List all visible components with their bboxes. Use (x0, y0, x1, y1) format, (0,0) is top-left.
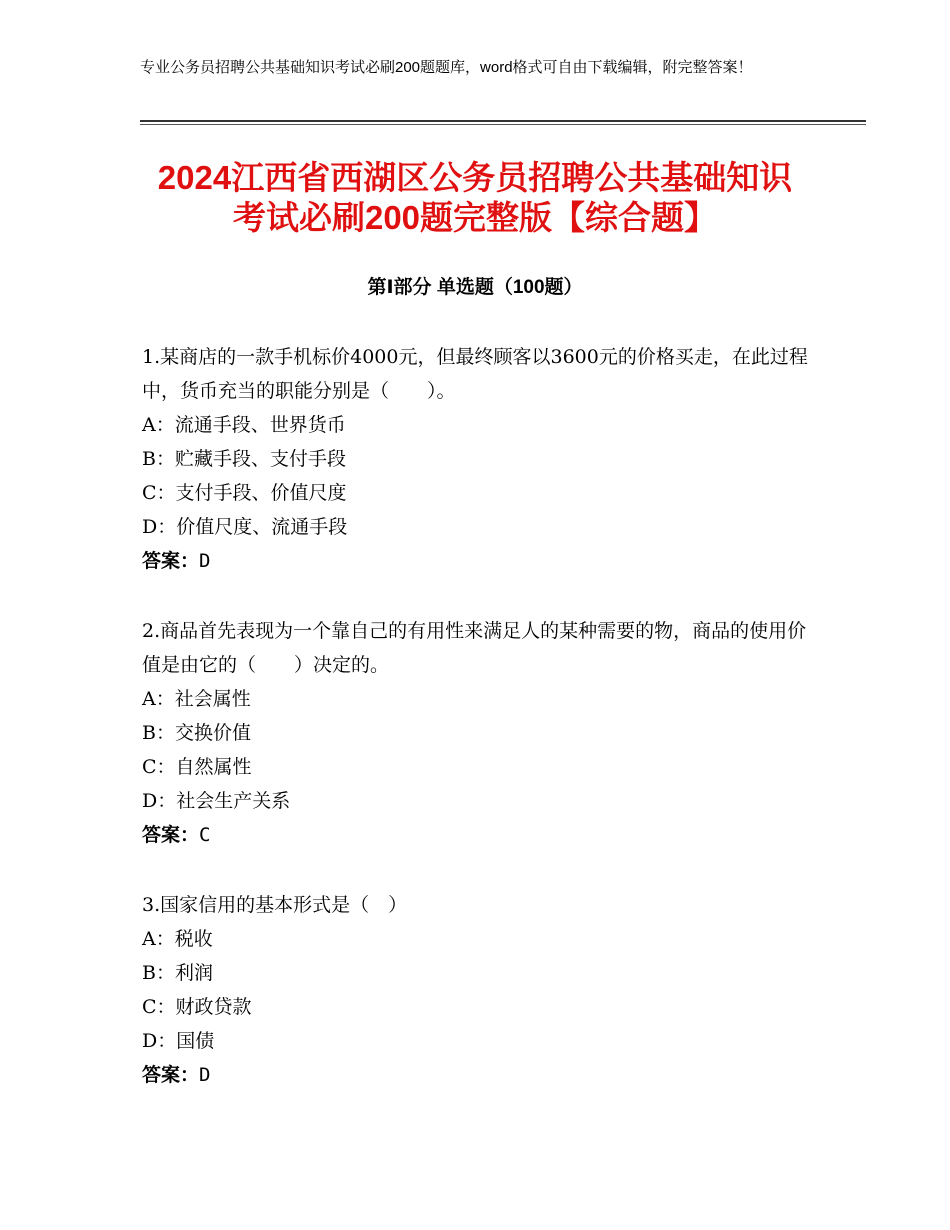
option-b: B：贮藏手段、支付手段 (142, 448, 346, 470)
document-title (100, 158, 850, 238)
question-2 (142, 614, 812, 853)
title-line-1: 2024江西省西湖区公务员招聘公共基础知识 (157, 159, 793, 196)
question-stem: 3.国家信用的基本形式是（ ） (142, 894, 408, 916)
answer-label: 答案： (142, 1065, 200, 1086)
question-stem: 2.商品首先表现为一个靠自己的有用性来满足人的某种需要的物，商品的使用价值是由它的（ ）决定的。 (142, 620, 807, 676)
header-divider-thin (140, 124, 866, 125)
answer-label: 答案： (142, 551, 200, 572)
option-b: B：利润 (142, 962, 213, 984)
answer-line (142, 544, 812, 579)
option-c: C：财政贷款 (142, 996, 252, 1018)
option-d: D：社会生产关系 (142, 790, 291, 812)
option-b: B：交换价值 (142, 722, 251, 744)
question-stem: 1.某商店的一款手机标价4000元，但最终顾客以3600元的价格买走，在此过程中，货币充当的职能分别是（ ）。 (142, 346, 808, 402)
question-list (142, 340, 812, 1128)
header-divider-thick (140, 120, 866, 122)
option-a: A：税收 (142, 928, 213, 950)
header-note: 专业公务员招聘公共基础知识考试必刷200题题库，word格式可自由下载编辑，附完整答案！ (140, 59, 753, 76)
answer-value: D (199, 1064, 211, 1086)
section-heading: 第Ⅰ部分 单选题（100题） (367, 277, 583, 298)
question-1 (142, 340, 812, 579)
answer-line (142, 1058, 812, 1093)
option-c: C：自然属性 (142, 756, 252, 778)
answer-value: C (199, 824, 211, 846)
option-d: D：国债 (142, 1030, 215, 1052)
option-c: C：支付手段、价值尺度 (142, 482, 347, 504)
answer-line (142, 818, 812, 853)
option-a: A：社会属性 (142, 688, 251, 710)
question-3 (142, 888, 812, 1093)
option-d: D：价值尺度、流通手段 (142, 516, 348, 538)
answer-value: D (199, 550, 211, 572)
title-line-2: 考试必刷200题完整版【综合题】 (232, 199, 718, 236)
option-a: A：流通手段、世界货币 (142, 414, 346, 436)
answer-label: 答案： (142, 825, 200, 846)
